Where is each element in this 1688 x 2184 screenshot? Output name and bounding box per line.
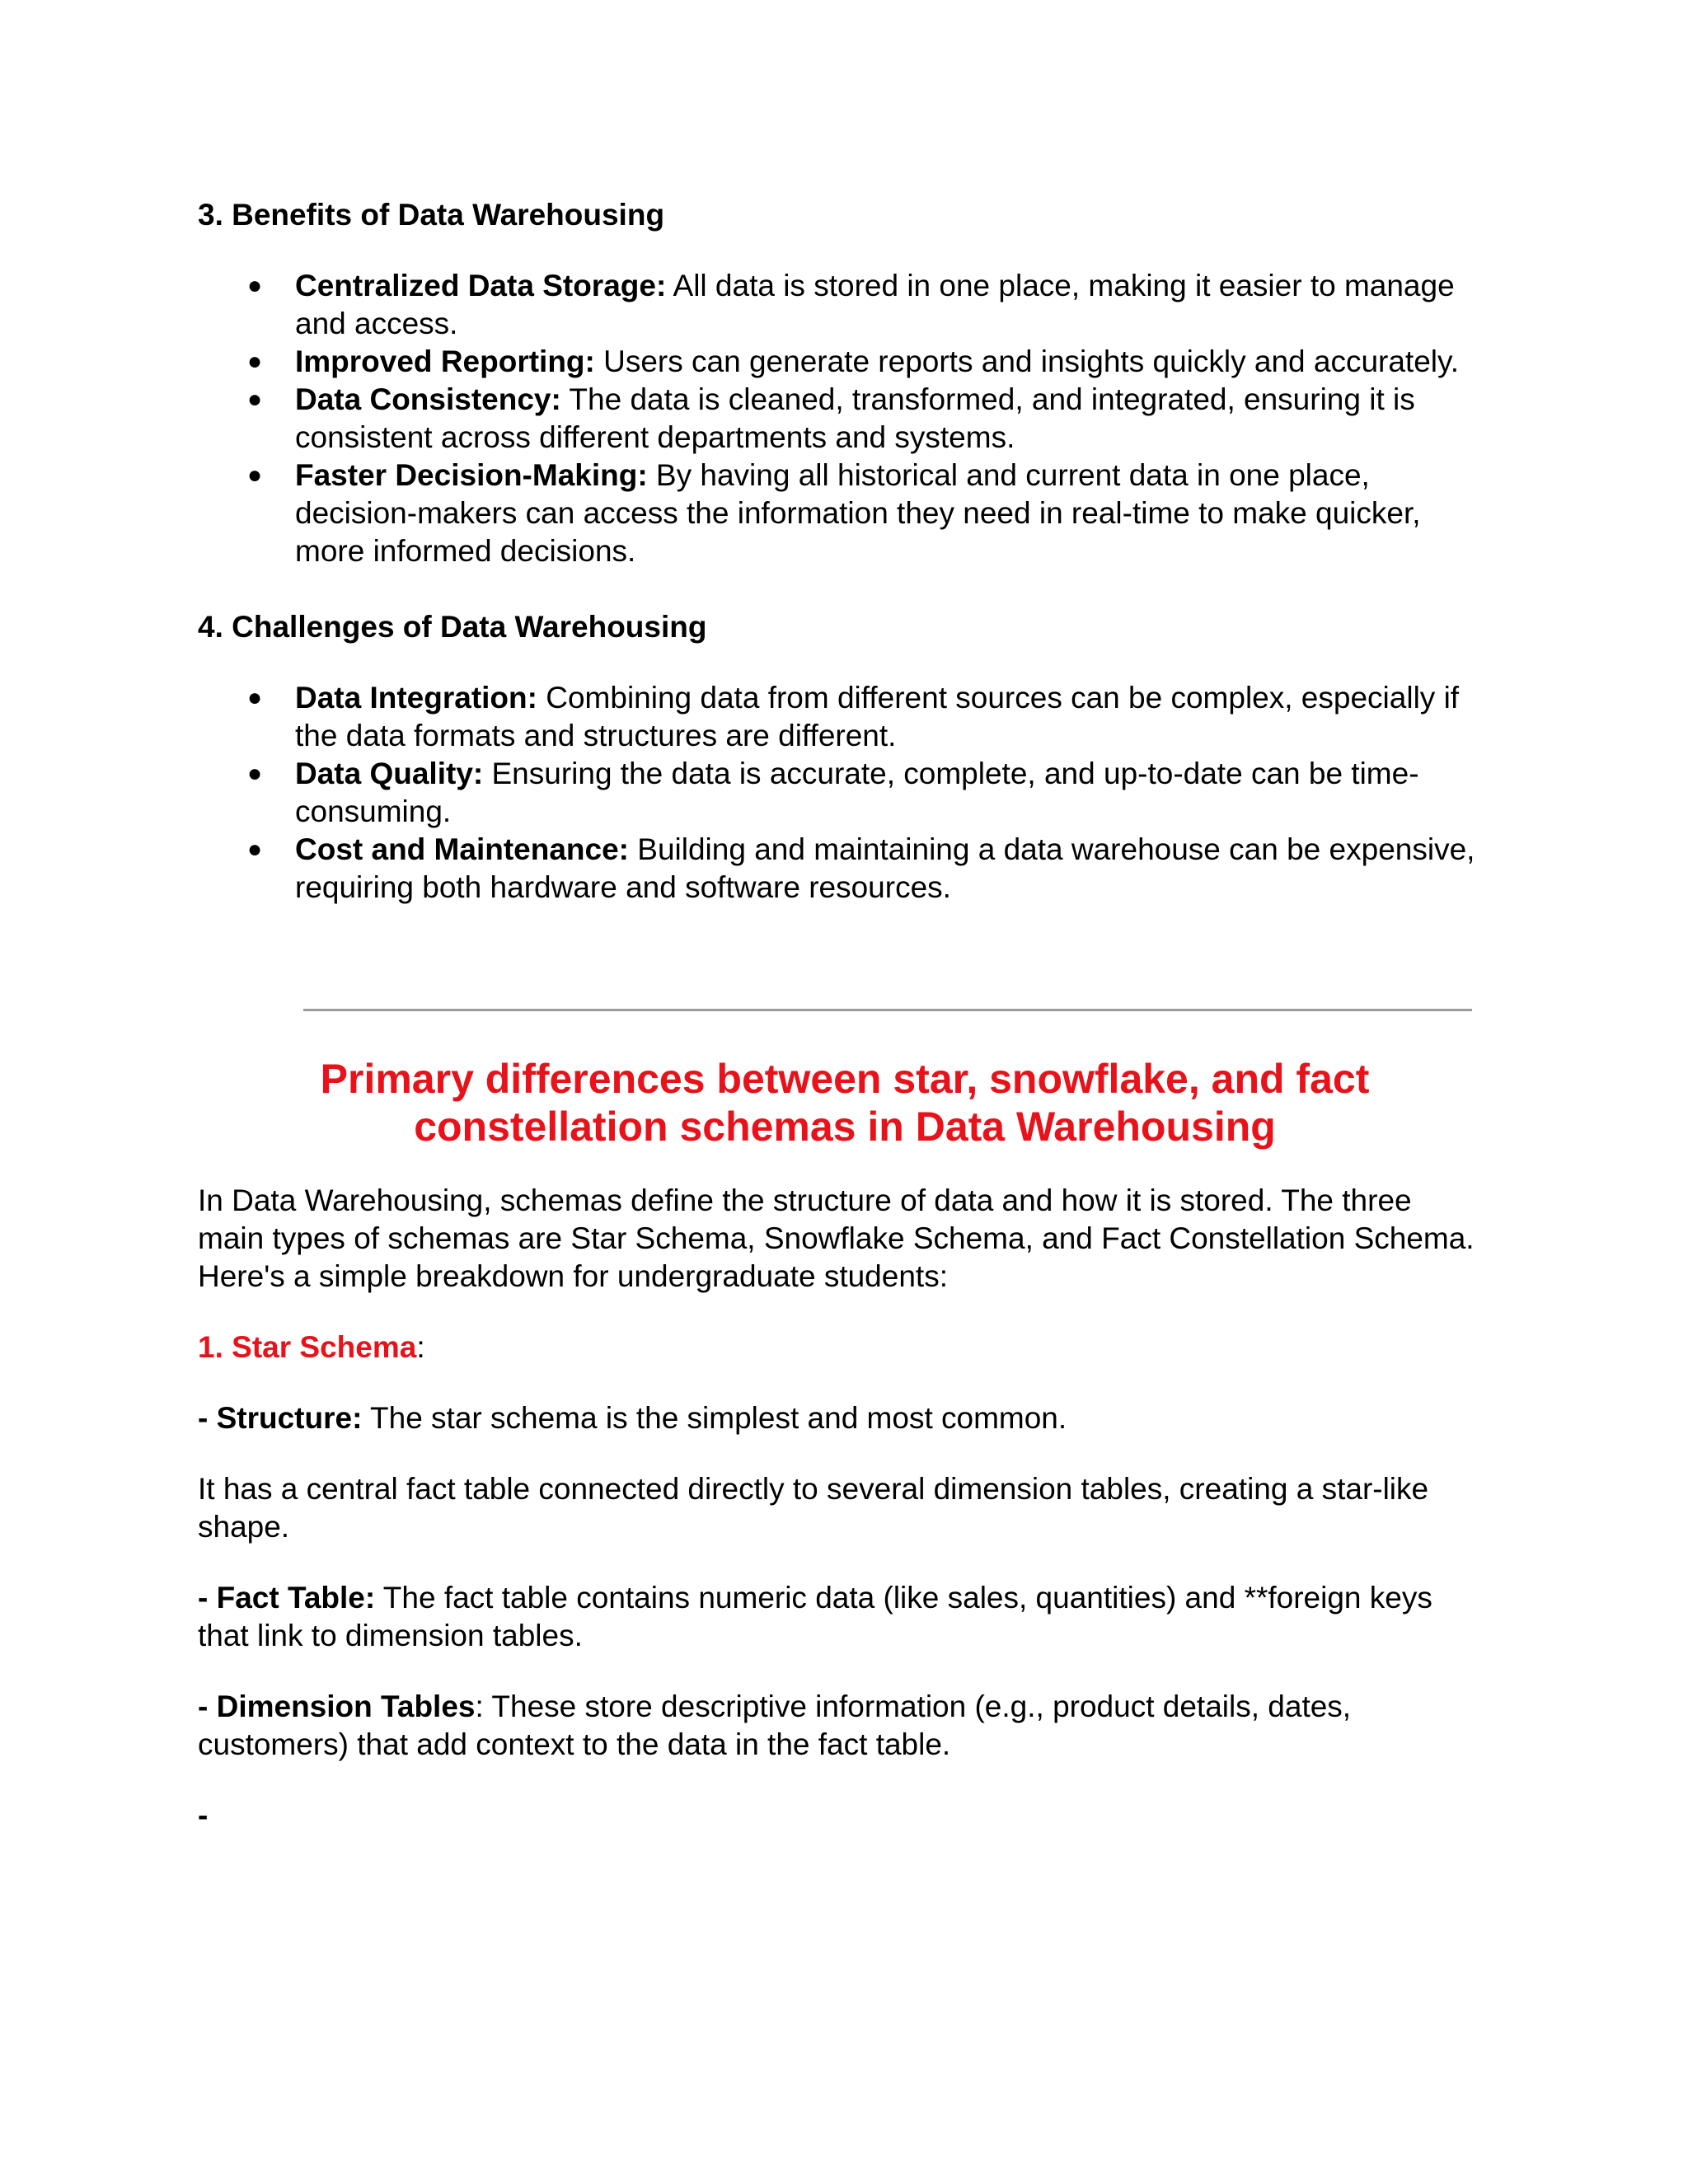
benefits-list (198, 267, 1484, 570)
structure-text: The star schema is the simplest and most common. (362, 1401, 1067, 1435)
document-body (198, 196, 1484, 907)
bullet-icon: ● (247, 386, 263, 413)
item-term: Data Integration: (295, 681, 537, 715)
fact-table-text: The fact table contains numeric data (like sales, quantities) and **foreign keys that link to dimension tables. (198, 1581, 1432, 1652)
item-text: By having all historical and current data in one place, decision-makers can access the information they need in real-time to make quicker, more informed decisions. (295, 458, 1421, 568)
bullet-icon: ● (247, 684, 263, 711)
list-item (247, 831, 1484, 907)
section-title-line-1: Primary differences between star, snowflake, and fact (320, 1056, 1370, 1102)
fact-table-paragraph (198, 1579, 1484, 1655)
item-term: Centralized Data Storage: (295, 269, 667, 302)
benefits-heading: 3. Benefits of Data Warehousing (198, 198, 665, 232)
section-title-line-2: constellation schemas in Data Warehousing (414, 1104, 1276, 1150)
star-schema-heading-text: 1. Star Schema (198, 1330, 417, 1364)
horizontal-divider (303, 1009, 1472, 1011)
list-item (247, 679, 1484, 755)
item-term: Faster Decision-Making: (295, 458, 648, 492)
trailing-dash (198, 1797, 1484, 1835)
dimension-tables-paragraph (198, 1688, 1484, 1764)
central-paragraph: It has a central fact table connected directly to several dimension tables, creating a star-like shape. (198, 1472, 1429, 1544)
list-item (247, 755, 1484, 831)
item-term: Data Consistency: (295, 382, 561, 416)
item-text: Building and maintaining a data warehouse can be expensive, requiring both hardware and software resources. (295, 832, 1475, 904)
list-item (247, 381, 1484, 457)
challenges-heading: 4. Challenges of Data Warehousing (198, 610, 707, 644)
bullet-icon: ● (247, 836, 263, 863)
dimension-tables-term: - Dimension Tables (198, 1690, 476, 1723)
trailing-dash-text: - (198, 1798, 209, 1832)
item-text: Ensuring the data is accurate, complete, and up-to-date can be time-consuming. (295, 757, 1419, 828)
star-schema-heading-suffix: : (416, 1330, 425, 1364)
bullet-icon: ● (247, 348, 263, 375)
section-title (247, 1055, 1442, 1151)
challenges-list (198, 679, 1484, 907)
item-text: Users can generate reports and insights quickly and accurately. (594, 344, 1460, 378)
item-text: The data is cleaned, transformed, and integrated, ensuring it is consistent across different departments and systems. (295, 382, 1415, 454)
bullet-icon: ● (247, 462, 263, 489)
item-term: Improved Reporting: (295, 344, 595, 378)
intro-paragraph: In Data Warehousing, schemas define the structure of data and how it is stored. The three main types of schemas are Star Schema, Snowflake Schema, and Fact Constellation Schema. Here's a simple breakdown for undergraduate students: (198, 1183, 1475, 1293)
item-text: Combining data from different sources can be complex, especially if the data formats and structures are different. (295, 681, 1460, 752)
bullet-icon: ● (247, 272, 263, 299)
fact-table-term: - Fact Table: (198, 1581, 376, 1615)
item-term: Cost and Maintenance: (295, 832, 629, 866)
list-item (247, 343, 1484, 381)
list-item (247, 457, 1484, 570)
schema-section (198, 1182, 1484, 1835)
list-item (247, 267, 1484, 343)
item-term: Data Quality: (295, 757, 484, 790)
star-schema-heading (198, 1329, 1484, 1366)
dimension-tables-text: : These store descriptive information (e.g., product details, dates, customers) that add context to the data in the fact table. (198, 1690, 1352, 1761)
item-text: All data is stored in one place, making it easier to manage and access. (295, 269, 1455, 340)
structure-paragraph (198, 1399, 1484, 1437)
structure-term: - Structure: (198, 1401, 363, 1435)
bullet-icon: ● (247, 760, 263, 787)
